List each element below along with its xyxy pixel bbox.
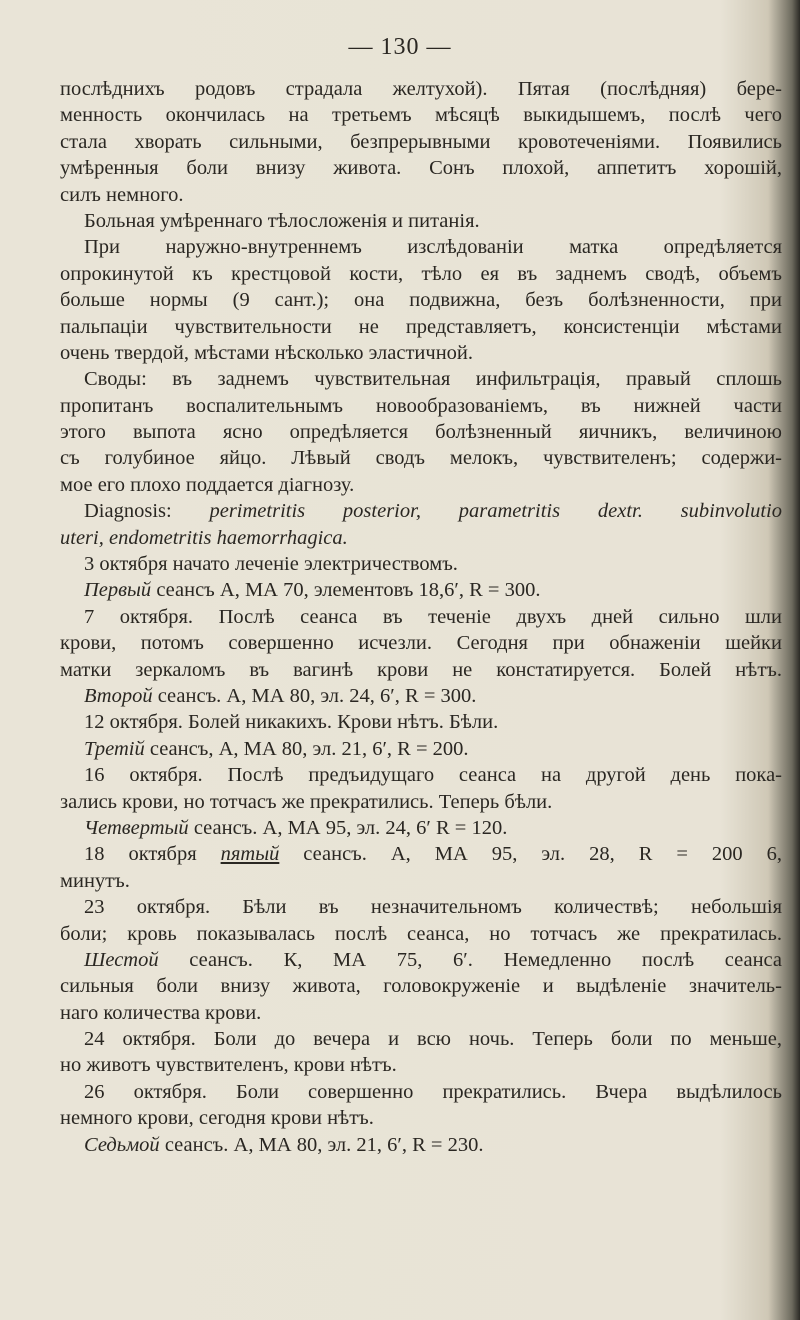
text-segment: боли; кровь показывалась послѣ сеанса, но тотчасъ же прекратилась.: [60, 922, 782, 945]
text-line: [60, 736, 782, 762]
text-segment: 16 октября. Послѣ предъидущаго сеанса на другой день пока-: [84, 764, 782, 787]
text-line: [60, 973, 782, 999]
text-segment: Четвертый: [84, 816, 189, 839]
text-line: [60, 894, 782, 920]
text-segment: зались крови, но тотчасъ же прекратились. Теперь бѣли.: [60, 790, 553, 813]
text-line: [60, 498, 782, 524]
text-segment: очень твердой, мѣстами нѣсколько эластичной.: [60, 341, 474, 364]
text-line: [60, 577, 782, 603]
text-line: [60, 604, 782, 630]
text-segment: uteri, endometritis haemorrhagica.: [60, 526, 348, 549]
text-segment: больше нормы (9 сант.); она подвижна, безъ болѣзненности, при: [60, 289, 782, 312]
text-segment: но животъ чувствителенъ, крови нѣтъ.: [60, 1054, 397, 1077]
text-segment: сеансъ. К, МА 75, 6′. Немедленно послѣ сеанса: [158, 948, 782, 971]
text-line: [60, 472, 782, 498]
text-segment: этого выпота ясно опредѣляется болѣзненный яичникъ, величиною: [60, 421, 782, 444]
text-segment: 12 октября. Болей никакихъ. Крови нѣтъ. Бѣли.: [84, 711, 499, 734]
text-segment: послѣднихъ родовъ страдала желтухой). Пятая (послѣдняя) бере-: [60, 78, 782, 100]
text-segment: минутъ.: [60, 869, 130, 892]
text-line: [60, 1105, 782, 1131]
text-line: [60, 182, 782, 208]
text-segment: Первый: [84, 579, 152, 602]
text-segment: perimetritis posterior, parametritis dextr. subinvolutio: [209, 500, 782, 523]
text-line: [60, 762, 782, 788]
text-line: [60, 1079, 782, 1105]
text-segment: сеансъ. А, МА 95, эл. 28, R = 200 6,: [279, 843, 782, 866]
text-segment: съ голубиное яйцо. Лѣвый сводъ мелокъ, чувствителенъ; содержи-: [60, 447, 782, 470]
text-segment: пятый: [220, 843, 280, 866]
text-segment: Diagnosis:: [84, 500, 210, 523]
text-segment: При наружно-внутреннемъ изслѣдованіи матка опредѣляется: [84, 236, 782, 259]
text-segment: 7 октября. Послѣ сеанса въ теченіе двухъ дней сильно шли: [84, 605, 782, 628]
text-segment: Второй: [84, 684, 153, 707]
text-line: [60, 208, 782, 234]
text-line: [60, 1026, 782, 1052]
text-line: [60, 1000, 782, 1026]
text-segment: Третій: [84, 737, 145, 760]
text-line: [60, 1132, 782, 1158]
text-line: [60, 841, 782, 867]
text-segment: матки зеркаломъ въ вагинѣ крови не констатируется. Болей нѣтъ.: [60, 658, 782, 681]
text-segment: Шестой: [84, 948, 159, 971]
text-line: [60, 366, 782, 392]
text-segment: сеансъ. А, МА 95, эл. 24, 6′ R = 120.: [188, 816, 508, 839]
text-line: [60, 261, 782, 287]
text-segment: сеансъ А, МА 70, элементовъ 18,6′, R = 300.: [151, 579, 541, 602]
text-segment: 26 октября. Боли совершенно прекратились. Вчера выдѣлилось: [84, 1080, 782, 1103]
text-line: [60, 551, 782, 577]
text-line: [60, 419, 782, 445]
text-line: [60, 683, 782, 709]
text-line: [60, 314, 782, 340]
text-line: [60, 630, 782, 656]
text-line: [60, 815, 782, 841]
text-segment: силъ немного.: [60, 183, 184, 206]
text-line: [60, 155, 782, 181]
text-segment: сеансъ. А, МА 80, эл. 24, 6′, R = 300.: [152, 684, 477, 707]
text-segment: сеансъ. А, МА 80, эл. 21, 6′, R = 230.: [159, 1133, 484, 1156]
text-line: [60, 789, 782, 815]
text-segment: 18 октября: [84, 843, 221, 866]
text-segment: немного крови, сегодня крови нѣтъ.: [60, 1107, 374, 1130]
text-line: [60, 340, 782, 366]
text-line: [60, 234, 782, 260]
text-segment: крови, потомъ совершенно исчезли. Сегодня при обнаженіи шейки: [60, 632, 782, 655]
text-segment: сильныя боли внизу живота, головокруженіе и выдѣленіе значитель-: [60, 975, 782, 998]
text-segment: пальпаціи чувствительности не представляетъ, консистенціи мѣстами: [60, 315, 782, 338]
text-segment: пропитанъ воспалительнымъ новообразованіемъ, въ нижней части: [60, 394, 782, 417]
text-segment: Больная умѣреннаго тѣлосложенія и питанія.: [84, 209, 480, 232]
body-text: [60, 76, 782, 1158]
text-line: [60, 921, 782, 947]
text-line: [60, 287, 782, 313]
text-line: [60, 445, 782, 471]
text-segment: сеансъ, А, МА 80, эл. 21, 6′, R = 200.: [144, 737, 469, 760]
text-segment: Своды: въ заднемъ чувствительная инфильтрація, правый сплошь: [84, 368, 782, 391]
text-segment: наго количества крови.: [60, 1001, 262, 1024]
text-segment: 24 октября. Боли до вечера и всю ночь. Теперь боли по меньше,: [84, 1028, 782, 1051]
text-line: [60, 947, 782, 973]
text-segment: умѣренныя боли внизу живота. Сонъ плохой, аппетитъ хорошій,: [60, 157, 782, 180]
text-line: [60, 393, 782, 419]
text-line: [60, 709, 782, 735]
text-line: [60, 525, 782, 551]
text-segment: мое его плохо поддается діагнозу.: [60, 473, 355, 496]
text-line: [60, 102, 782, 128]
text-segment: стала хворать сильными, безпрерывными кровотеченіями. Появились: [60, 130, 782, 153]
text-segment: 23 октября. Бѣли въ незначительномъ количествѣ; небольшія: [84, 896, 782, 919]
text-line: [60, 1052, 782, 1078]
text-segment: Седьмой: [84, 1133, 160, 1156]
text-segment: опрокинутой къ крестцовой кости, тѣло ея въ заднемъ сводѣ, объемъ: [60, 262, 782, 285]
text-line: [60, 129, 782, 155]
text-segment: менность окончилась на третьемъ мѣсяцѣ выкидышемъ, послѣ чего: [60, 104, 782, 127]
text-segment: 3 октября начато леченіе электричествомъ.: [84, 553, 458, 576]
text-line: [60, 868, 782, 894]
text-line: [60, 76, 782, 102]
page-number-header: — 130 —: [348, 34, 452, 60]
text-line: [60, 657, 782, 683]
